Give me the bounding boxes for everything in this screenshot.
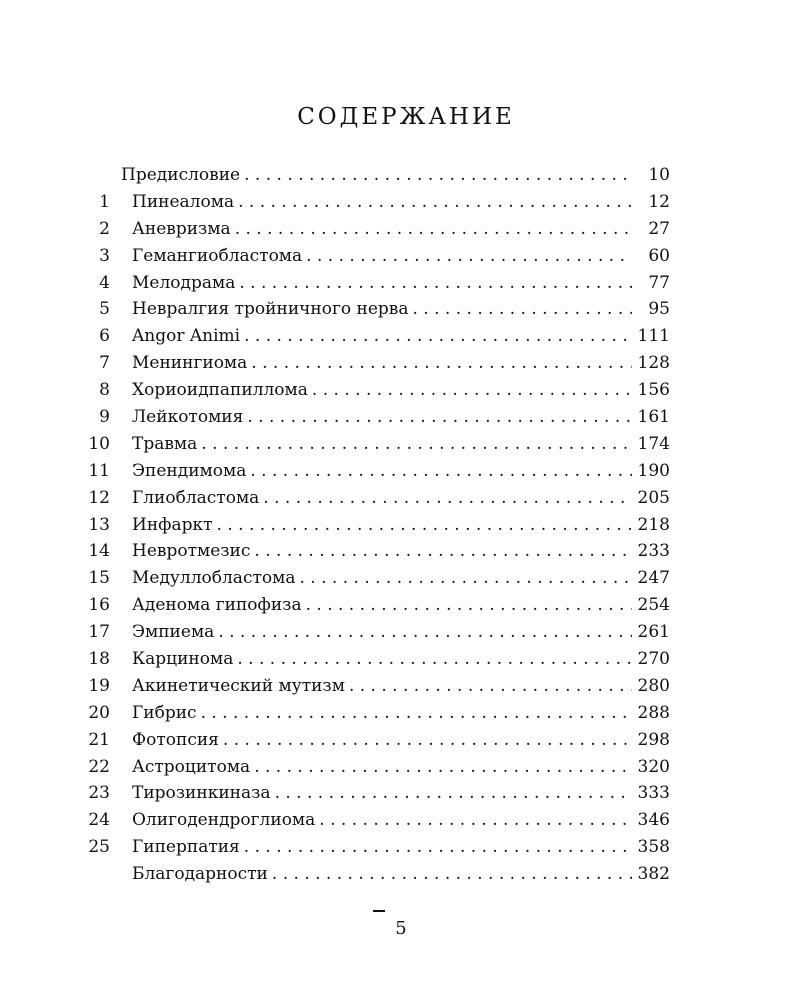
toc-entry xyxy=(80,323,670,350)
toc-entry xyxy=(80,270,670,297)
dot-leader xyxy=(349,673,632,700)
chapter-title: Олигодендроглиома xyxy=(132,810,316,831)
toc-entry xyxy=(80,673,670,700)
dot-leader xyxy=(244,834,632,861)
chapter-title: Эмпиема xyxy=(132,622,215,643)
toc-entry xyxy=(80,727,670,754)
toc-entry xyxy=(80,485,670,512)
chapter-title: Аневризма xyxy=(132,218,231,239)
dot-leader xyxy=(254,754,631,781)
chapter-number: 22 xyxy=(88,756,110,777)
dot-leader xyxy=(235,216,632,243)
page-number: 358 xyxy=(637,837,670,858)
chapter-title: Лейкотомия xyxy=(132,407,244,428)
page-number: 60 xyxy=(648,245,670,266)
chapter-title: Эпендимома xyxy=(132,460,247,481)
chapter-number: 13 xyxy=(88,514,110,535)
chapter-number: 11 xyxy=(88,460,110,481)
dot-leader xyxy=(251,350,631,377)
chapter-title: Менингиома xyxy=(132,353,248,374)
chapter-title: Невралгия тройничного нерва xyxy=(132,299,409,320)
toc-entry xyxy=(80,162,670,189)
toc-entry xyxy=(80,296,670,323)
page-number: 382 xyxy=(637,864,670,885)
dot-leader xyxy=(244,323,631,350)
chapter-title: Предисловие xyxy=(121,165,241,185)
toc-entry xyxy=(80,458,670,485)
page-number: 346 xyxy=(637,810,670,831)
dot-leader xyxy=(237,646,631,673)
table-of-contents xyxy=(80,162,670,888)
chapter-title: Невротмезис xyxy=(132,541,251,562)
chapter-title: Гиперпатия xyxy=(132,837,240,858)
page-number: 270 xyxy=(637,649,670,670)
chapter-number: 17 xyxy=(88,622,110,643)
page-number: 174 xyxy=(637,433,670,454)
page-number: 128 xyxy=(637,353,670,374)
dot-leader xyxy=(238,189,632,216)
toc-entry xyxy=(80,565,670,592)
toc-entry xyxy=(80,243,670,270)
dot-leader xyxy=(223,727,632,754)
page-folio: 5 xyxy=(395,918,407,939)
toc-entry xyxy=(80,404,670,431)
dot-leader xyxy=(250,458,631,485)
toc-entry xyxy=(80,861,670,888)
chapter-number: 16 xyxy=(88,595,110,616)
dot-leader xyxy=(299,565,631,592)
toc-entry xyxy=(80,834,670,861)
page-number: 288 xyxy=(637,702,670,723)
chapter-number: 3 xyxy=(99,245,110,266)
folio-rule xyxy=(373,910,385,912)
toc-entry xyxy=(80,216,670,243)
toc-entry xyxy=(80,646,670,673)
chapter-number: 7 xyxy=(99,353,110,374)
toc-entry xyxy=(80,754,670,781)
chapter-title: Глиобластома xyxy=(132,487,260,508)
chapter-number: 6 xyxy=(99,326,110,347)
page-number: 254 xyxy=(637,595,670,616)
page-title: СОДЕРЖАНИЕ xyxy=(297,104,515,130)
page-number: 261 xyxy=(637,622,670,643)
chapter-title: Астроцитома xyxy=(132,756,251,777)
chapter-number: 15 xyxy=(88,568,110,589)
chapter-number: 12 xyxy=(88,487,110,508)
chapter-number: 1 xyxy=(99,191,110,212)
chapter-title: Аденома гипофиза xyxy=(132,595,302,616)
chapter-number: 20 xyxy=(88,702,110,723)
chapter-number: 5 xyxy=(99,299,110,320)
page-number: 247 xyxy=(637,568,670,589)
page-number: 95 xyxy=(648,299,670,320)
dot-leader xyxy=(217,512,632,539)
chapter-title: Пинеалома xyxy=(132,191,235,212)
page-number: 161 xyxy=(637,407,670,428)
page-number: 218 xyxy=(637,514,670,535)
dot-leader xyxy=(239,270,632,297)
toc-entry xyxy=(80,592,670,619)
chapter-title: Мелодрама xyxy=(132,272,236,293)
chapter-number: 2 xyxy=(99,218,110,239)
chapter-title: Медуллобластома xyxy=(132,568,296,589)
chapter-number: 24 xyxy=(88,810,110,831)
toc-entry xyxy=(80,350,670,377)
chapter-number: 23 xyxy=(88,783,110,804)
dot-leader xyxy=(254,538,631,565)
toc-entry xyxy=(80,538,670,565)
page-number: 320 xyxy=(637,756,670,777)
toc-entry xyxy=(80,189,670,216)
toc-entry xyxy=(80,377,670,404)
dot-leader xyxy=(412,296,632,323)
chapter-number: 9 xyxy=(99,407,110,428)
toc-entry xyxy=(80,512,670,539)
page-number: 156 xyxy=(637,380,670,401)
page-number: 333 xyxy=(637,783,670,804)
dot-leader xyxy=(244,162,632,189)
page-number: 233 xyxy=(637,541,670,562)
dot-leader xyxy=(247,404,631,431)
toc-entry xyxy=(80,780,670,807)
toc-entry xyxy=(80,431,670,458)
dot-leader xyxy=(263,485,631,512)
chapter-title: Травма xyxy=(132,433,198,454)
chapter-number: 19 xyxy=(88,675,110,696)
dot-leader xyxy=(201,700,632,727)
page-number: 12 xyxy=(648,191,670,212)
dot-leader xyxy=(319,807,631,834)
chapter-title: Инфаркт xyxy=(132,514,213,535)
page-number: 10 xyxy=(648,165,670,185)
chapter-number: 10 xyxy=(88,433,110,454)
chapter-number: 18 xyxy=(88,649,110,670)
chapter-title: Благодарности xyxy=(132,864,268,885)
toc-entry xyxy=(80,807,670,834)
dot-leader xyxy=(312,377,632,404)
chapter-number: 4 xyxy=(99,272,110,293)
dot-leader xyxy=(218,619,631,646)
chapter-title: Фотопсия xyxy=(132,729,219,750)
dot-leader xyxy=(306,592,632,619)
toc-entry xyxy=(80,700,670,727)
chapter-number: 25 xyxy=(88,837,110,858)
chapter-title: Тирозинкиназа xyxy=(132,783,271,804)
chapter-number: 8 xyxy=(99,380,110,401)
chapter-title: Карцинома xyxy=(132,649,234,670)
page-number: 111 xyxy=(637,326,670,347)
page-number: 298 xyxy=(637,729,670,750)
dot-leader xyxy=(201,431,631,458)
dot-leader xyxy=(275,780,632,807)
page-number: 280 xyxy=(637,675,670,696)
page-number: 205 xyxy=(637,487,670,508)
page-number: 27 xyxy=(648,218,670,239)
page-number: 190 xyxy=(637,460,670,481)
dot-leader xyxy=(272,861,632,888)
chapter-title: Гемангиобластома xyxy=(132,245,303,266)
page-number: 77 xyxy=(648,272,670,293)
dot-leader xyxy=(306,243,632,270)
chapter-number: 14 xyxy=(88,541,110,562)
chapter-title: Хориоидпапиллома xyxy=(132,380,308,401)
chapter-title: Акинетический мутизм xyxy=(132,675,345,696)
chapter-title: Angor Animi xyxy=(132,326,241,347)
chapter-title: Гибрис xyxy=(132,702,197,723)
toc-entry xyxy=(80,619,670,646)
chapter-number: 21 xyxy=(88,729,110,750)
